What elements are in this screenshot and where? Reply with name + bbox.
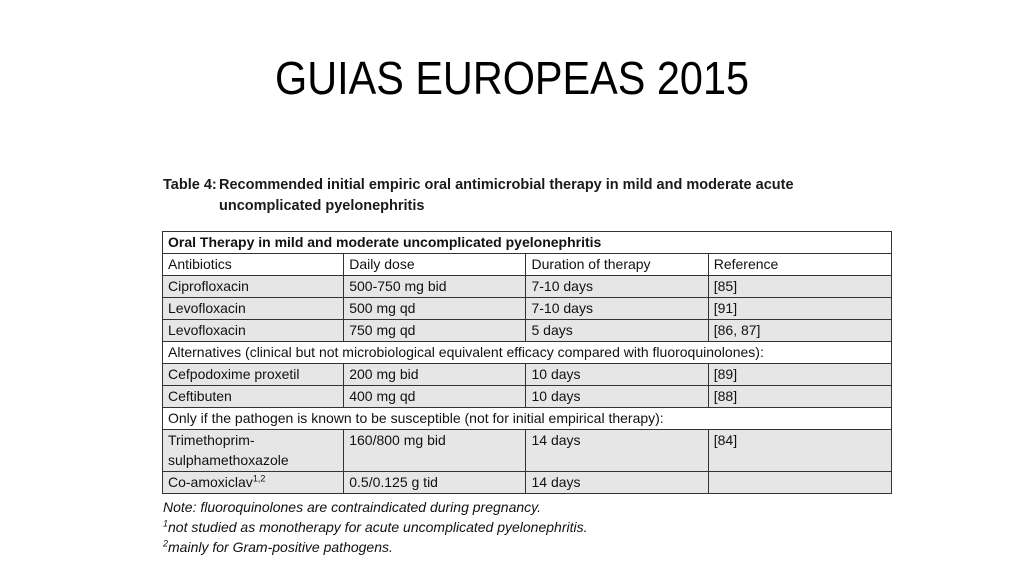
cell-antibiotic: Ceftibuten (163, 386, 344, 408)
cell-dose: 400 mg qd (344, 386, 526, 408)
cell-reference: [86, 87] (708, 320, 891, 342)
cell-dose: 200 mg bid (344, 364, 526, 386)
cell-reference: [84] (708, 430, 891, 472)
cell-duration: 7-10 days (526, 276, 708, 298)
table-row (163, 298, 892, 320)
cell-antibiotic: Cefpodoxime proxetil (163, 364, 344, 386)
cell-duration: 7-10 days (526, 298, 708, 320)
table-caption (163, 175, 883, 217)
alternatives-label: Alternatives (clinical but not microbiological equivalent efficacy compared with fluoroquinolones): (163, 342, 892, 364)
header-reference: Reference (708, 254, 891, 276)
cell-dose: 500-750 mg bid (344, 276, 526, 298)
cell-antibiotic (163, 472, 344, 494)
cell-duration: 5 days (526, 320, 708, 342)
table-row (163, 364, 892, 386)
cell-antibiotic: Levofloxacin (163, 298, 344, 320)
cell-reference: [91] (708, 298, 891, 320)
footnote-2 (163, 537, 883, 557)
slide-title: GUIAS EUROPEAS 2015 (274, 52, 749, 104)
cell-reference: [88] (708, 386, 891, 408)
cell-duration: 14 days (526, 430, 708, 472)
table-row (163, 276, 892, 298)
header-antibiotics: Antibiotics (163, 254, 344, 276)
table-header-row (163, 254, 892, 276)
alternatives-section-row (163, 342, 892, 364)
cell-duration: 10 days (526, 386, 708, 408)
cell-dose: 750 mg qd (344, 320, 526, 342)
tmp-smx-line-1: Trimethoprim- (168, 432, 255, 448)
footnote-1-mark: 1 (163, 518, 169, 529)
coamox-superscript: 1,2 (252, 473, 266, 484)
therapy-table (162, 231, 892, 494)
table-row (163, 320, 892, 342)
cell-dose: 0.5/0.125 g tid (344, 472, 526, 494)
table-notes (163, 497, 883, 557)
cell-dose: 160/800 mg bid (344, 430, 526, 472)
cell-antibiotic: Ciprofloxacin (163, 276, 344, 298)
coamox-name: Co-amoxiclav (168, 474, 253, 490)
table-title: Oral Therapy in mild and moderate uncomplicated pyelonephritis (163, 232, 892, 254)
cell-reference: [89] (708, 364, 891, 386)
cell-reference (708, 472, 891, 494)
footnote-1 (163, 517, 883, 537)
table-row (163, 472, 892, 494)
footnote-1-text: not studied as monotherapy for acute uncomplicated pyelonephritis. (168, 519, 588, 535)
header-duration: Duration of therapy (526, 254, 708, 276)
footnote-2-mark: 2 (163, 538, 169, 549)
cell-antibiotic (163, 430, 344, 472)
susceptible-label: Only if the pathogen is known to be susceptible (not for initial empirical therapy): (163, 408, 892, 430)
cell-duration: 14 days (526, 472, 708, 494)
susceptible-section-row (163, 408, 892, 430)
cell-duration: 10 days (526, 364, 708, 386)
cell-antibiotic: Levofloxacin (163, 320, 344, 342)
caption-label: Table 4: (163, 177, 217, 193)
footnote-2-text: mainly for Gram-positive pathogens. (168, 539, 393, 555)
cell-dose: 500 mg qd (344, 298, 526, 320)
tmp-smx-line-2: sulphamethoxazole (168, 452, 289, 468)
caption-line-2: uncomplicated pyelonephritis (219, 198, 425, 214)
caption-line-1: Recommended initial empiric oral antimicrobial therapy in mild and moderate acute (219, 177, 794, 193)
pregnancy-note: Note: fluoroquinolones are contraindicated during pregnancy. (163, 499, 541, 515)
table-row (163, 386, 892, 408)
header-daily-dose: Daily dose (344, 254, 526, 276)
cell-reference: [85] (708, 276, 891, 298)
table-row (163, 430, 892, 472)
table-title-row (163, 232, 892, 254)
